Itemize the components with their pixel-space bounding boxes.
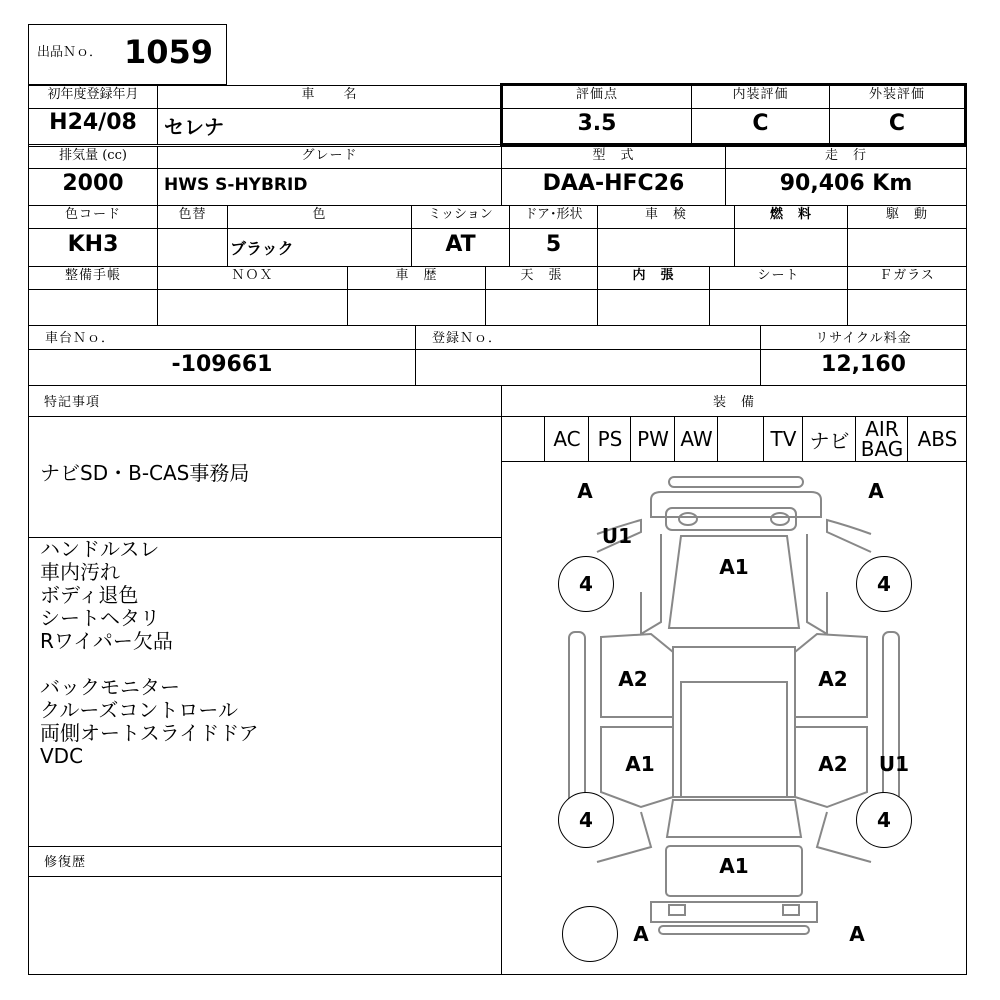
exterior-value: C (888, 111, 906, 136)
color-code-label: 色コード (64, 207, 121, 222)
color-code-value: KH3 (67, 232, 119, 257)
interior-trim-label: 内 張 (632, 268, 675, 283)
fglass-cell (847, 266, 967, 326)
inspection-cell (597, 205, 735, 267)
history-cell (347, 266, 486, 326)
chassis-value: -109661 (171, 352, 273, 377)
registration-cell (415, 325, 761, 386)
mark-front-right-corner: A (868, 479, 884, 503)
tire-front-left: 4 (558, 556, 614, 612)
equip-ps: PS (588, 416, 631, 462)
mission-value: AT (445, 232, 476, 257)
model-value: DAA-HFC26 (542, 171, 685, 196)
car-body-diagram (501, 462, 967, 974)
mark-front-fender-u1: U1 (601, 524, 633, 548)
mark-tailgate: A1 (719, 854, 749, 878)
fglass-label: Ｆガラス (879, 268, 935, 283)
equip-abs: ABS (907, 416, 967, 462)
model-label: 型 式 (592, 148, 635, 163)
lot-number: 1059 (124, 33, 214, 71)
maintenance-cell (28, 266, 158, 326)
color-cell (227, 205, 412, 267)
exterior-label: 外装評価 (868, 87, 925, 102)
equip-airbag: AIR BAG (855, 416, 908, 462)
sunroof-label: 天 張 (520, 268, 563, 283)
notes-label: 特記事項 (44, 395, 101, 410)
displacement-value: 2000 (62, 171, 124, 196)
score-label: 評価点 (575, 87, 618, 102)
car-name-label: 車 名 (301, 87, 358, 102)
tire-rear-left: 4 (558, 792, 614, 848)
interior-trim-cell (597, 266, 710, 326)
nox-label: ＮＯＸ (231, 268, 274, 283)
chassis-label: 車台Ｎｏ． (45, 331, 116, 346)
equip-blank-1 (501, 416, 545, 462)
equip-ac: AC (544, 416, 589, 462)
mark-front-left-corner: A (577, 479, 593, 503)
recycle-value: 12,160 (821, 352, 906, 377)
history-label: 車 歴 (395, 268, 438, 283)
mark-door-right-rear: A2 (818, 752, 848, 776)
exterior-cell (830, 86, 964, 143)
score-value: 3.5 (577, 111, 617, 136)
drive-cell (847, 205, 967, 267)
grade-value: HWS S-HYBRID (164, 175, 308, 195)
lot-number-box (28, 24, 227, 85)
drive-label: 駆 動 (885, 207, 928, 222)
equip-tv: TV (763, 416, 803, 462)
displacement-cell (28, 146, 158, 206)
maintenance-label: 整備手帳 (64, 268, 121, 283)
first-registration-cell (28, 85, 158, 145)
score-cell (503, 86, 692, 143)
equip-aw: AW (674, 416, 718, 462)
mark-hood: A1 (719, 555, 749, 579)
color-label: 色 (312, 207, 327, 222)
mark-rear-right-corner: A (849, 922, 865, 946)
car-name-value: セレナ (164, 115, 224, 139)
tire-front-right: 4 (856, 556, 912, 612)
color-value: ブラック (230, 239, 294, 258)
door-label: ドア･形状 (524, 207, 583, 222)
mark-door-right-front: A2 (818, 667, 848, 691)
door-value: 5 (545, 232, 562, 257)
first-registration-label: 初年度登録年月 (47, 87, 139, 102)
nox-cell (157, 266, 348, 326)
mission-cell (411, 205, 510, 267)
equipment-label: 装 備 (712, 395, 755, 410)
mission-label: ミッション (428, 207, 493, 222)
tire-spare (562, 906, 618, 962)
mark-rear-fender-u1: U1 (878, 752, 910, 776)
grade-label: グレード (301, 148, 358, 163)
notes-block: ハンドルスレ 車内汚れ ボディ退色 シートヘタリ Rワイパー欠品 バックモニター クルーズコントロール 両側オートスライドドア VDC (40, 537, 259, 768)
color-code-cell (28, 205, 158, 267)
first-registration-value: H24/08 (49, 110, 137, 135)
registration-label: 登録Ｎｏ． (432, 331, 503, 346)
interior-label: 内装評価 (732, 87, 789, 102)
color-change-cell (157, 205, 228, 267)
mileage-value: 90,406 Km (779, 171, 913, 196)
car-name-cell (157, 85, 502, 145)
inspection-label: 車 検 (644, 207, 687, 222)
notes-line1: ナビSD・B-CAS事務局 (40, 461, 250, 485)
model-cell (501, 146, 726, 206)
fuel-label: 燃 料 (769, 207, 812, 222)
door-cell (509, 205, 598, 267)
mileage-label: 走 行 (824, 148, 867, 163)
recycle-cell (760, 325, 967, 386)
repair-history-label: 修復歴 (44, 855, 87, 870)
interior-value: C (752, 111, 769, 136)
lot-number-label: 出品Ｎｏ． (37, 45, 103, 60)
chassis-cell (28, 325, 416, 386)
seat-label: シート (757, 268, 800, 283)
sunroof-cell (485, 266, 598, 326)
equip-blank-2 (717, 416, 764, 462)
recycle-label: リサイクル料金 (815, 331, 912, 346)
equip-navi: ナビ (802, 416, 856, 462)
seat-cell (709, 266, 848, 326)
grade-cell (157, 146, 502, 206)
displacement-label: 排気量 (cc) (59, 148, 127, 163)
color-change-label: 色替 (178, 207, 207, 222)
mileage-cell (725, 146, 967, 206)
interior-cell (692, 86, 830, 143)
mark-door-left-front: A2 (618, 667, 648, 691)
fuel-cell (734, 205, 848, 267)
tire-rear-right: 4 (856, 792, 912, 848)
equip-pw: PW (630, 416, 675, 462)
mark-door-left-rear: A1 (625, 752, 655, 776)
mark-rear-left-corner: A (633, 922, 649, 946)
